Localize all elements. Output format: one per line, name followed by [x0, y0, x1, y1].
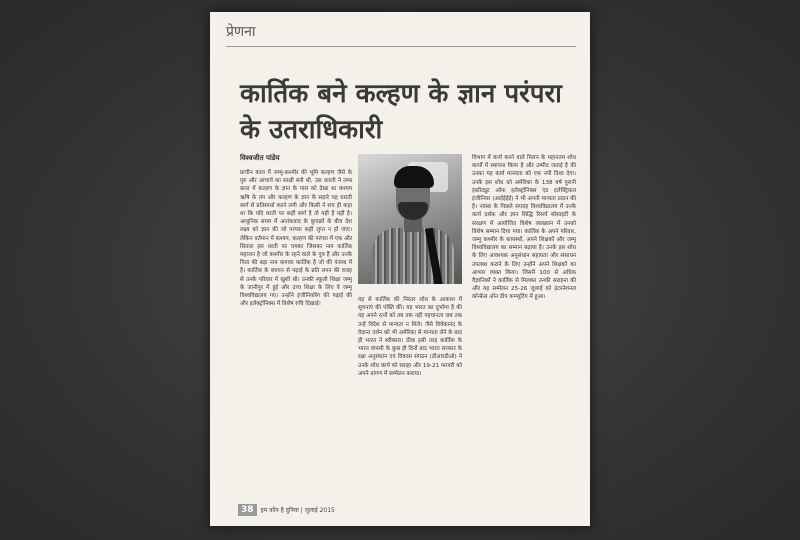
article-column-2: यह से कार्तिक की निरंतर शोध के आकाश में सूचनाएं की पंक्ति की। यह भारत का दुर्भाग्य है की यह अपने रत्नों को तब तक नहीं पहचानता जब तक उन्हें विदेश से मान्यता न मिले। जैसे विवेकानंद के वेदान्त दर्शन को भी अमेरिका से मान्यता लेने के बाद ही भारत ने स्वीकारा। ठीक इसी तरह कार्तिक के भारत वापसी के कुछ ही दिनों बाद भारत सरकार के रक्षा अनुसंधान एवं विकास संगठन (डीआरडीओ) ने उनके शोध कार्य को सराहा और 19-21 फरवरी को अपने प्रांगण में सम्मेलन कराया।: [358, 297, 462, 377]
article-column-3: विभाग में कार्य करने वाले मिलन के महानतम शोध कार्यों में स्थापना किया है और उम्मीद जताई है की उनका यह कार्य मानवता को एक नयी दिशा देगा। उनके इस शोध को अमेरिका के 138 वर्ष पुरानी इंस्टीट्यूट ऑफ इलेक्ट्रॉनिक्स एंड इलेक्ट्रिकल इंजीनियर (आईईईई) ने भी अपनी मान्यता प्रदान की है। नवंबर के पिछले सप्ताह विश्वविद्यालय में उनके कार्य दर्शक और ज्ञान सिद्धि रिसर्च सोसाइटी के संरक्षण में आयोजित विशेष व्याख्यान में उनको विशेष सम्मान दिया गया। कार्तिक के अपने परिवार, जम्मू कश्मीर के कायस्थों, अपने शिक्षकों और जम्मू विश्वविद्यालय का सम्मान बढ़ाया है। उनके इस शोध के लिए आवश्यक अनुसंधान सहायता और संसाधन उपलब्ध कराने के लिए उन्होंने अपने शिक्षकों का आभार व्यक्त किया। जिसमें 100 से अधिक वैज्ञानिकों ने कार्तिक से मिलकर उनकी सराहना की और यह सम्मेलन 25-26 जुलाई को इंटरनेशनल कॉन्फ्रेंस ऑन डीप कम्प्यूटिंग में हुआ।: [472, 155, 576, 301]
magazine-page: [210, 12, 590, 526]
page-footer: [238, 504, 335, 516]
portrait-photo: [358, 154, 462, 284]
article-column-1: प्राचीन काल में जम्मू-कश्मीर की भूमि कल्हण जैसे के गुरु और आचार्य का साक्षी बनी थी, उस धारती ने लम्ब काल में कल्हण के ज्ञान के पास को देखा था कश्यप ऋषि के तप और कल्हण के ज्ञान के सहारे यह धारती स्वर्ग से प्रतिस्पर्धा करने लगी और किसी ने सच ही कहा था कि यदि धरती पर कहीं स्वर्ग है तो यहीं है यहीं है। आधुनिक समय में आतंकवाद के कुचक्रों के बीच देश लक्ष्य को ज्ञान की जो परंपरा कहीं लुप्त न हो जाए। लेकिन वर्तमान में कश्यप, कल्हण की परंपरा में एक और सितारा इस धरती पर चमका जिसका नाम कार्तिक महाजन है जो कश्मीर के रहने वाले के पुत्र हैं और उनके पिता की बड़ा नाम कमाया कार्तिक है जो की पंजाब में है। कार्तिक के बचपन से पढ़ाई के प्रति लगन की वजह से उनके परिवार में खुशी थी। उनकी स्कूली शिक्षा जम्मू के जानीपुर में हुई और उच्च शिक्षा के लिए वे जम्मू विश्वविद्यालय गए। उन्होंने इंजीनियरिंग की पढ़ाई की और इलेक्ट्रॉनिक्स में विशेष रुचि दिखाई।: [240, 170, 352, 308]
photo-shirt: [372, 228, 454, 284]
section-tag: प्रेणना: [226, 24, 256, 40]
page-number: 38: [238, 504, 257, 516]
section-divider: [226, 46, 576, 47]
photo-hair: [394, 166, 434, 188]
article-byline: विश्वजीत पांडेय: [240, 154, 280, 162]
article-headline: कार्तिक बने कल्हण के ज्ञान परंपरा के उतराधिकारी: [240, 79, 562, 145]
footer-publication: हम कौन है दुनिया | जुलाई 2015: [260, 507, 335, 514]
